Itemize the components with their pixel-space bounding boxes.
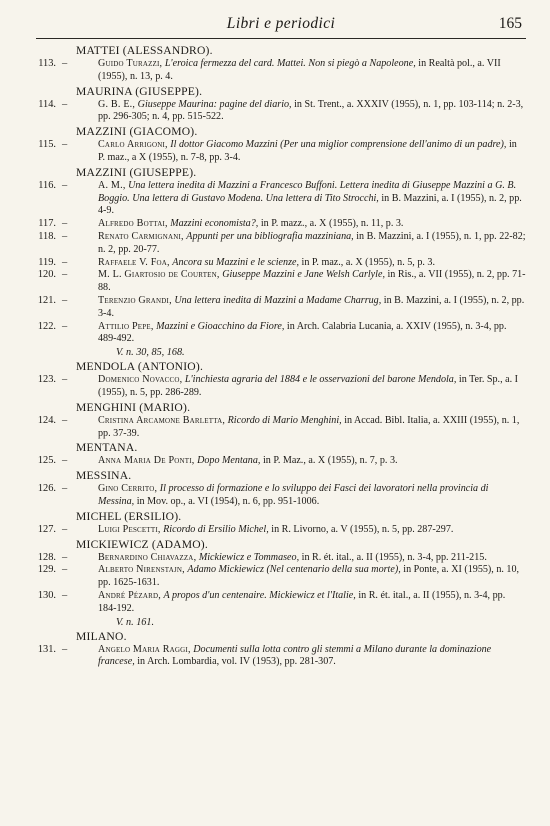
entry-title: Una lettera inedita di Mazzini a Francesco Buffoni. Lettera inedita di Giuseppe Mazzini a G. B. Boggio. Una lettera di Gustavo Modena. Una lettera di Tito Strocchi, bbox=[98, 179, 517, 204]
section-heading: MAZZINI (GIACOMO). bbox=[76, 125, 198, 139]
entry-number: 114. bbox=[38, 98, 56, 110]
running-title: Libri e periodici bbox=[226, 15, 336, 32]
entry-source: in Mov. op., a. VI (1954), n. 6, pp. 951-1006. bbox=[136, 495, 320, 507]
entry-dash: – bbox=[62, 320, 68, 332]
bibliography-entry bbox=[36, 524, 526, 537]
entry-body bbox=[98, 180, 526, 218]
entry-body bbox=[98, 58, 526, 84]
entry-title: Dopo Mentana, bbox=[197, 455, 261, 467]
bibliography-entry bbox=[36, 590, 526, 616]
entry-author: Carlo Arrigoni, bbox=[98, 139, 168, 151]
bibliography-entry bbox=[36, 321, 526, 347]
entry-author: M. L. Giartosio de Courten, bbox=[98, 269, 220, 281]
section-heading: MICHEL (ERSILIO). bbox=[76, 509, 182, 523]
entry-body bbox=[98, 257, 526, 270]
entry-number: 123. bbox=[37, 374, 56, 386]
bibliography-entry bbox=[36, 180, 526, 218]
entry-source: in Accad. Bibl. Italia, a. XXIII (1955), n. 1, pp. 37-39. bbox=[98, 414, 520, 439]
entry-title: L'inchiesta agraria del 1884 e le osservazioni del barone Mendola, bbox=[184, 374, 457, 386]
entry-body bbox=[98, 218, 526, 231]
entry-title: Ancora su Mazzini e le scienze, bbox=[172, 256, 300, 268]
entry-number: 113. bbox=[38, 58, 56, 69]
section-heading: MENGHINI (MARIO). bbox=[76, 400, 191, 414]
entry-dash: – bbox=[62, 58, 68, 69]
entry-author: Gino Cerrito, bbox=[98, 483, 158, 495]
entry-number: 122. bbox=[37, 320, 56, 332]
entry-author: Guido Turazzi, bbox=[98, 58, 163, 69]
entry-dash: – bbox=[62, 643, 68, 655]
cross-reference: V. n. 30, 85, 168. bbox=[116, 347, 185, 359]
bibliography-entry bbox=[36, 99, 526, 125]
entry-title: Mazzini e Gioacchino da Fiore, bbox=[156, 320, 285, 332]
entry-source: in Ter. Sp., a. I (1955), n. 5, pp. 286-289. bbox=[98, 374, 519, 398]
section-heading: MAURINA (GIUSEPPE). bbox=[76, 84, 203, 98]
entry-source: in Ponte, a. XI (1955), n. 10, pp. 1625-1631. bbox=[98, 564, 520, 589]
entry-number: 121. bbox=[37, 294, 56, 306]
entry-title: Il dottor Giacomo Mazzini (Per una miglior comprensione dell'animo di un padre), bbox=[170, 139, 507, 151]
entry-source: in B. Mazzini, a. I (1955), n. 1, pp. 22-82; n. 2, pp. 20-77. bbox=[98, 230, 526, 255]
bibliography-entry bbox=[36, 483, 526, 509]
entry-number: 117. bbox=[38, 218, 56, 230]
cross-reference: V. n. 161. bbox=[116, 616, 155, 628]
entry-body bbox=[98, 374, 526, 400]
section-heading: MENTANA. bbox=[76, 441, 138, 455]
entry-dash: – bbox=[62, 179, 68, 191]
section-heading: MESSINA. bbox=[76, 469, 132, 483]
entry-body bbox=[98, 415, 526, 441]
entry-author: Anna Maria De Ponti, bbox=[98, 455, 195, 467]
entry-source: in R. ét. ital., a. II (1955), n. 3-4, pp. 211-215. bbox=[301, 551, 487, 563]
entry-body bbox=[98, 590, 526, 616]
entry-number: 119. bbox=[38, 256, 56, 268]
entry-dash: – bbox=[62, 483, 68, 495]
bibliography-content bbox=[36, 43, 526, 669]
bibliography-entry bbox=[36, 564, 526, 590]
entry-title: Giuseppe Mazzini e Jane Welsh Carlyle, bbox=[222, 269, 385, 281]
entry-dash: – bbox=[62, 139, 68, 151]
entry-body bbox=[98, 269, 526, 295]
entry-body bbox=[98, 524, 526, 537]
bibliography-entry bbox=[36, 295, 526, 321]
entry-body bbox=[98, 644, 526, 670]
entry-body bbox=[98, 231, 526, 257]
entry-source: in P. mazz., a. X (1955), n. 11, p. 3. bbox=[260, 218, 404, 230]
entry-dash: – bbox=[62, 294, 68, 306]
entry-body bbox=[98, 139, 526, 165]
entry-source: in Ris., a. VII (1955), n. 2, pp. 71-88. bbox=[98, 269, 526, 294]
entry-author: Domenico Novacco, bbox=[98, 374, 183, 386]
bibliography-entry bbox=[36, 455, 526, 468]
entry-number: 124. bbox=[37, 414, 56, 426]
entry-source: in Realtà pol., a. VII (1955), n. 13, p. 4. bbox=[98, 58, 501, 82]
section-heading: MATTEI (ALESSANDRO). bbox=[76, 44, 213, 57]
entry-source: in P. Maz., a. X (1955), n. 7, p. 3. bbox=[262, 455, 398, 467]
bibliography-entry bbox=[36, 374, 526, 400]
entry-dash: – bbox=[62, 414, 68, 426]
entry-body bbox=[98, 321, 526, 347]
entry-title: Ricordo di Mario Menghini, bbox=[227, 414, 342, 426]
entry-dash: – bbox=[62, 230, 68, 242]
entry-author: Raffaele V. Foa, bbox=[98, 256, 170, 268]
entry-title: A propos d'un centenaire. Mickiewicz et l'Italie, bbox=[163, 589, 356, 601]
bibliography-entry bbox=[36, 257, 526, 270]
entry-author: Attilio Pepe, bbox=[98, 320, 154, 332]
entry-author: Renato Carmignani, bbox=[98, 230, 184, 242]
entry-title: L'eroica fermezza del card. Mattei. Non si piegò a Napoleone, bbox=[164, 58, 416, 69]
entry-dash: – bbox=[62, 564, 68, 576]
entry-number: 128. bbox=[37, 551, 56, 563]
entry-number: 126. bbox=[37, 483, 56, 495]
entry-author: André Pézard, bbox=[98, 589, 161, 601]
entry-dash: – bbox=[62, 551, 68, 563]
bibliography-entry bbox=[36, 269, 526, 295]
entry-source: in Arch. Lombardia, vol. IV (1953), pp. 281-307. bbox=[137, 656, 336, 668]
entry-body bbox=[98, 564, 526, 590]
entry-source: in B. Mazzini, a. I (1955), n. 2, pp. 4-9. bbox=[98, 192, 522, 217]
entry-author: Alfredo Bottai, bbox=[98, 218, 168, 230]
entry-title: Adamo Mickiewicz (Nel centenario della sua morte), bbox=[187, 564, 401, 576]
entry-dash: – bbox=[62, 455, 68, 467]
entry-number: 118. bbox=[38, 230, 56, 242]
entry-source: in Arch. Calabria Lucania, a. XXIV (1955), n. 3-4, pp. 489-492. bbox=[98, 320, 507, 345]
entry-number: 131. bbox=[37, 643, 56, 655]
entry-dash: – bbox=[62, 589, 68, 601]
entry-source: in B. Mazzini, a. I (1955), n. 2, pp. 3-4. bbox=[98, 294, 525, 319]
entry-dash: – bbox=[62, 523, 68, 535]
entry-author: G. B. E., bbox=[98, 98, 136, 110]
entry-author: Terenzio Grandi, bbox=[98, 294, 172, 306]
entry-author: A. M., bbox=[98, 179, 126, 191]
entry-number: 130. bbox=[37, 589, 56, 601]
bibliography-entry bbox=[36, 552, 526, 565]
entry-source: in R. Livorno, a. V (1955), n. 5, pp. 287-297. bbox=[271, 523, 454, 535]
bibliography-entry bbox=[36, 139, 526, 165]
page-number: 165 bbox=[498, 15, 522, 32]
section-heading: MENDOLA (ANTONIO). bbox=[76, 360, 204, 374]
bibliography-entry bbox=[36, 644, 526, 670]
entry-title: Documenti sulla lotta contro gli stemmi a Milano durante la dominazione francese, bbox=[98, 643, 492, 668]
entry-source: in P. maz., a X (1955), n. 7-8, pp. 3-4. bbox=[98, 139, 517, 163]
entry-number: 129. bbox=[37, 564, 56, 576]
entry-title: Mazzini economista?, bbox=[170, 218, 259, 230]
bibliography-entry bbox=[36, 58, 526, 84]
entry-title: Una lettera inedita di Mazzini a Madame Charrug, bbox=[174, 294, 382, 306]
entry-title: Mickiewicz e Tommaseo, bbox=[198, 551, 300, 563]
entry-body bbox=[98, 99, 526, 125]
page-header bbox=[36, 12, 526, 39]
entry-body bbox=[98, 552, 526, 565]
entry-dash: – bbox=[62, 256, 68, 268]
bibliography-entry bbox=[36, 231, 526, 257]
entry-author: Alberto Nirenstajn, bbox=[98, 564, 185, 576]
entry-number: 116. bbox=[38, 179, 56, 191]
entry-dash: – bbox=[62, 269, 68, 281]
entry-author: Bernardino Chiavazza, bbox=[98, 551, 197, 563]
entry-author: Luigi Pescetti, bbox=[98, 523, 161, 535]
entry-title: Appunti per una bibliografia mazziniana, bbox=[186, 230, 354, 242]
entry-dash: – bbox=[62, 98, 68, 110]
entry-title: Il processo di formazione e lo sviluppo dei Fasci dei lavoratori nella provincia di Messina, bbox=[98, 483, 489, 507]
entry-number: 115. bbox=[38, 139, 56, 151]
entry-body bbox=[98, 483, 526, 509]
entry-title: Ricordo di Ersilio Michel, bbox=[163, 523, 269, 535]
entry-body bbox=[98, 295, 526, 321]
entry-title: Giuseppe Maurina: pagine del diario, bbox=[137, 98, 292, 110]
section-heading: MICKIEWICZ (ADAMO). bbox=[76, 537, 208, 551]
entry-author: Angelo Maria Raggi, bbox=[98, 643, 191, 655]
section-heading: MILANO. bbox=[76, 629, 127, 643]
entry-dash: – bbox=[62, 374, 68, 386]
entry-author: Cristina Arcamone Barletta, bbox=[98, 414, 226, 426]
entry-source: in P. maz., a. X (1955), n. 5, p. 3. bbox=[301, 256, 435, 268]
section-heading: MAZZINI (GIUSEPPE). bbox=[76, 165, 197, 179]
entry-body bbox=[98, 455, 526, 468]
bibliography-entry bbox=[36, 218, 526, 231]
entry-number: 127. bbox=[37, 523, 56, 535]
entry-source: in St. Trent., a. XXXIV (1955), n. 1, pp. 103-114; n. 2-3, pp. 296-305; n. 4, pp. 515-522. bbox=[98, 98, 524, 123]
bibliography-entry bbox=[36, 415, 526, 441]
entry-source: in R. ét. ital., a. II (1955), n. 3-4, pp. 184-192. bbox=[98, 589, 506, 614]
entry-number: 120. bbox=[37, 269, 56, 281]
entry-dash: – bbox=[62, 218, 68, 230]
entry-number: 125. bbox=[37, 455, 56, 467]
